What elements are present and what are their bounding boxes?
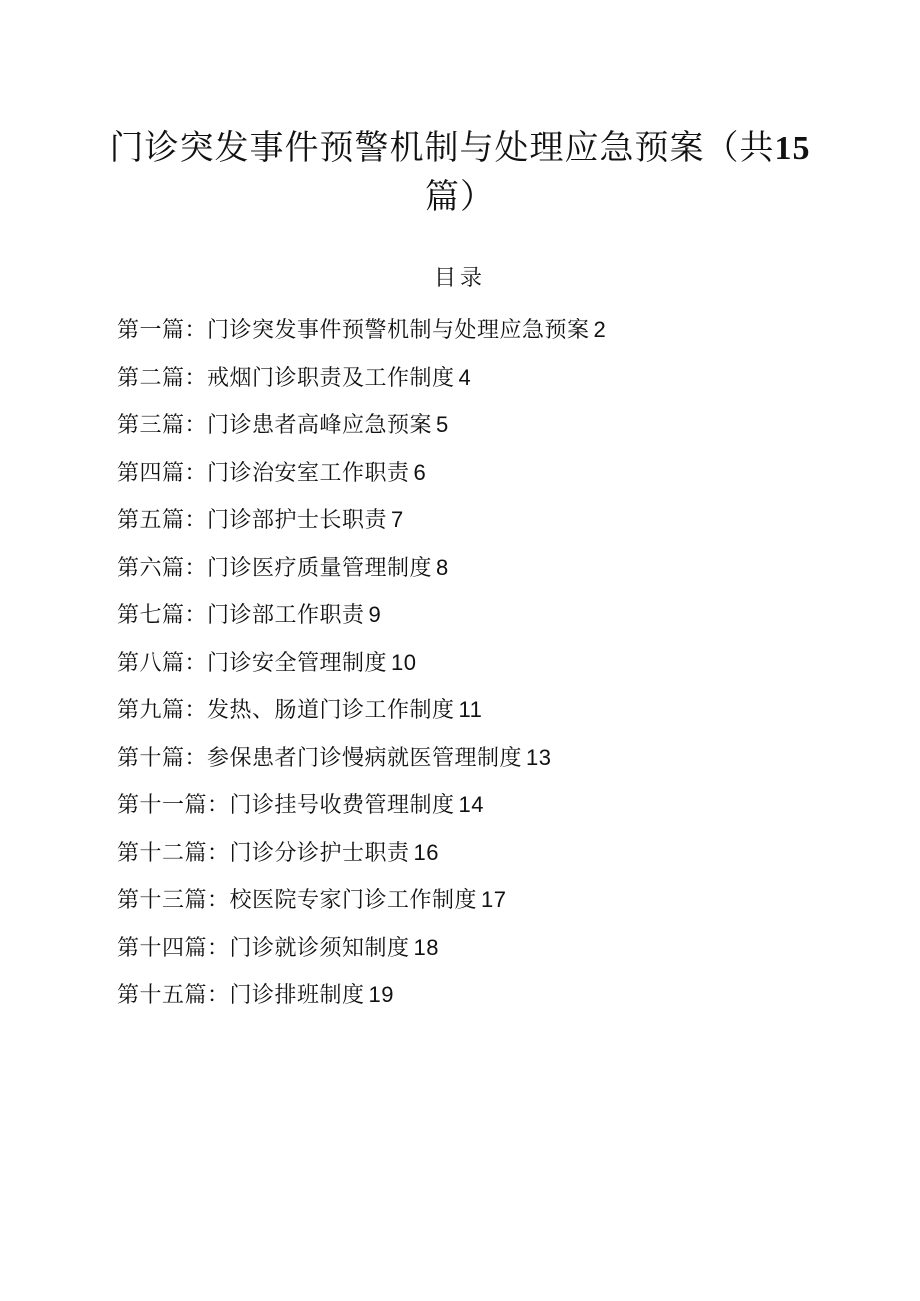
toc-item[interactable]: [117, 787, 606, 835]
toc-item-page: 5: [436, 412, 449, 437]
toc-item-label: 第九篇：发热、肠道门诊工作制度: [117, 698, 455, 723]
toc-heading: 目录: [433, 266, 486, 291]
toc-item-page: 19: [368, 982, 394, 1007]
toc-item-label: 第八篇：门诊安全管理制度: [117, 650, 388, 676]
toc-item-page: 11: [458, 697, 483, 722]
title-text: 门诊突发事件预警机制与处理应急预案（共: [109, 128, 775, 168]
toc-item-page: 18: [413, 934, 439, 960]
toc-item-page: 13: [526, 744, 552, 770]
toc-item-page: 14: [458, 792, 484, 817]
document-title: [100, 124, 820, 221]
toc-item-label: 第二篇：戒烟门诊职责及工作制度: [117, 365, 455, 391]
toc-item-page: 17: [481, 887, 507, 912]
toc-item-label: 第十四篇：门诊就诊须知制度: [117, 935, 410, 961]
toc-item-page: 10: [391, 649, 417, 675]
toc-item[interactable]: [117, 407, 606, 455]
toc-item-page: 16: [413, 839, 439, 865]
toc-item-label: 第六篇：门诊医疗质量管理制度: [117, 555, 433, 581]
toc-item-page: 4: [458, 364, 472, 390]
toc-item[interactable]: [117, 597, 606, 645]
title-tail: 篇）: [425, 177, 495, 217]
toc-item[interactable]: [117, 930, 606, 978]
toc-item[interactable]: [117, 550, 606, 598]
toc-item[interactable]: [117, 977, 606, 1025]
toc-item[interactable]: [117, 645, 606, 693]
toc-item[interactable]: [117, 455, 606, 503]
toc-item-label: 第十三篇：校医院专家门诊工作制度: [117, 888, 478, 913]
toc-item-label: 第十五篇：门诊排班制度: [117, 983, 365, 1008]
toc-item-page: 2: [593, 317, 607, 342]
toc-item-label: 第三篇：门诊患者高峰应急预案: [117, 413, 433, 438]
toc-item[interactable]: [117, 835, 606, 883]
toc-item-page: 6: [413, 459, 427, 485]
toc-item-label: 第一篇：门诊突发事件预警机制与处理应急预案: [117, 318, 590, 343]
toc-item[interactable]: [117, 882, 606, 930]
toc-item[interactable]: [117, 692, 606, 740]
toc-item[interactable]: [117, 740, 606, 788]
toc-item-label: 第四篇：门诊治安室工作职责: [117, 460, 410, 486]
toc-item[interactable]: [117, 502, 606, 550]
toc-item-page: 8: [436, 554, 449, 580]
toc-item-label: 第五篇：门诊部护士长职责: [117, 508, 388, 533]
toc-item-label: 第十一篇：门诊挂号收费管理制度: [117, 793, 455, 818]
toc-item-label: 第十篇：参保患者门诊慢病就医管理制度: [117, 745, 523, 771]
toc-item[interactable]: [117, 312, 606, 360]
toc-item-label: 第十二篇：门诊分诊护士职责: [117, 840, 410, 866]
toc-item-page: 7: [391, 507, 404, 532]
toc-item[interactable]: [117, 360, 606, 408]
title-number: 15: [774, 130, 811, 167]
table-of-contents: [117, 312, 606, 1025]
toc-item-label: 第七篇：门诊部工作职责: [117, 603, 365, 628]
toc-item-page: 9: [368, 602, 382, 627]
